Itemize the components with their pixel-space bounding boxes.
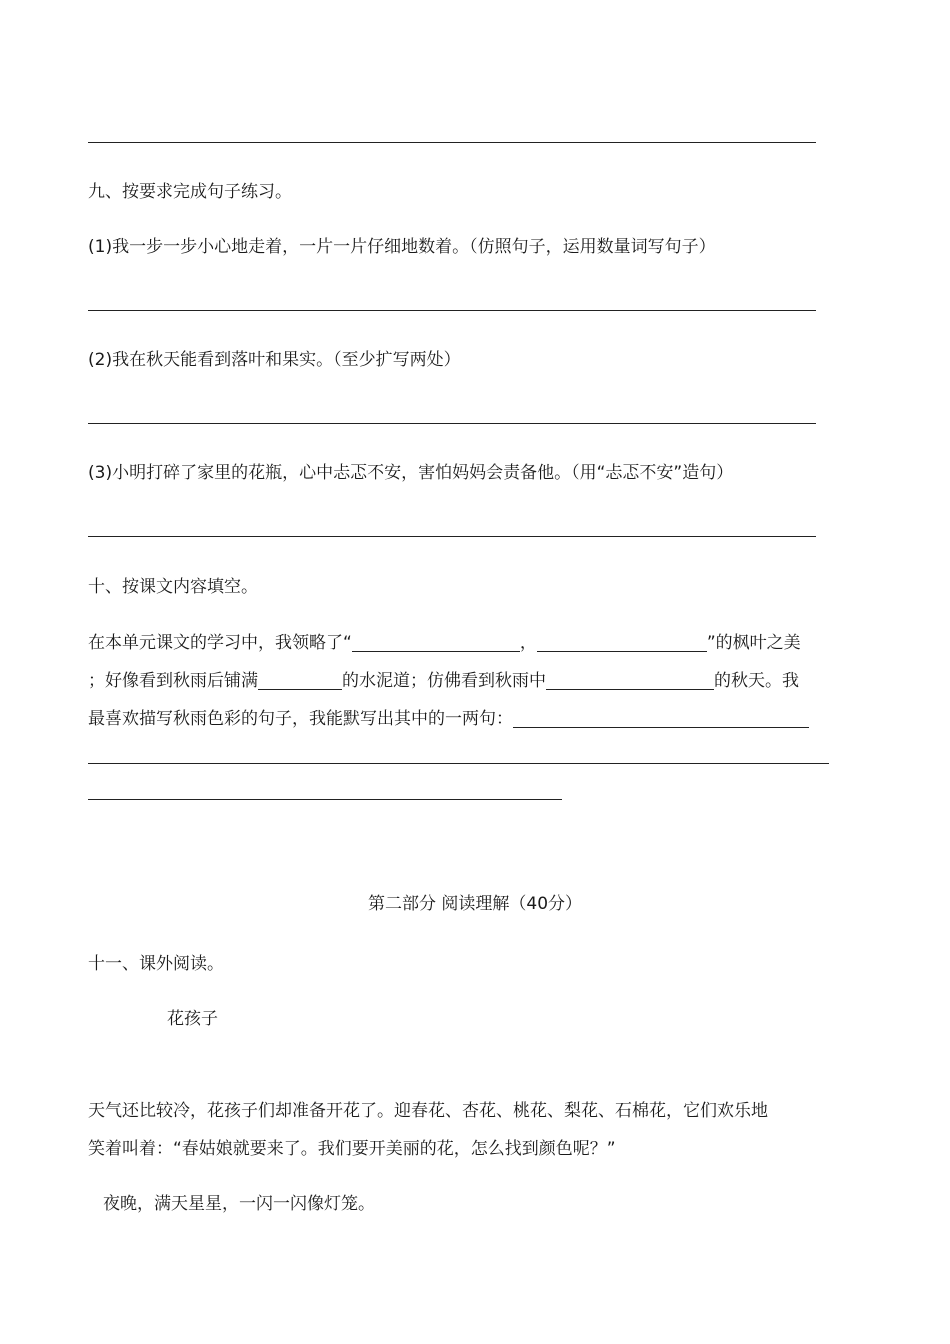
answer-line bbox=[88, 423, 816, 424]
fill-blank[interactable] bbox=[537, 633, 707, 652]
fill-in-line-3 bbox=[88, 707, 809, 731]
fill-text: 的水泥道；仿佛看到秋雨中 bbox=[342, 671, 546, 691]
question-text: (2)我在秋天能看到落叶和果实。（至少扩写两处） bbox=[88, 350, 461, 370]
story-paragraph: 笑着叫着：“春姑娘就要来了。我们要开美丽的花，怎么找到颜色呢？” bbox=[88, 1139, 616, 1159]
section-heading: 十、按课文内容填空。 bbox=[88, 577, 258, 597]
fill-text: ， bbox=[519, 633, 537, 653]
question-text: (1)我一步一步小心地走着，一片一片仔细地数着。（仿照句子，运用数量词写句子） bbox=[88, 237, 716, 257]
fill-text: 的秋天。我 bbox=[714, 671, 799, 691]
answer-line bbox=[88, 799, 562, 800]
section-heading: 九、按要求完成句子练习。 bbox=[88, 182, 292, 202]
answer-line bbox=[88, 142, 816, 143]
answer-line bbox=[88, 536, 816, 537]
story-title: 花孩子 bbox=[167, 1009, 218, 1029]
story-paragraph: 天气还比较冷，花孩子们却准备开花了。迎春花、杏花、桃花、梨花、石棉花，它们欢乐地 bbox=[88, 1101, 768, 1121]
fill-blank[interactable] bbox=[513, 709, 809, 728]
fill-blank[interactable] bbox=[546, 671, 714, 690]
fill-text: ；好像看到秋雨后铺满 bbox=[88, 671, 258, 691]
fill-blank[interactable] bbox=[352, 633, 520, 652]
part-title: 第二部分 阅读理解（40分） bbox=[367, 894, 583, 914]
fill-text: ”的枫叶之美 bbox=[706, 633, 801, 653]
fill-in-line-1 bbox=[88, 631, 801, 655]
answer-line bbox=[88, 763, 829, 764]
fill-in-line-2 bbox=[88, 669, 799, 693]
question-text: (3)小明打碎了家里的花瓶，心中忐忑不安，害怕妈妈会责备他。（用“忐忑不安”造句） bbox=[88, 463, 734, 483]
section-heading: 十一、课外阅读。 bbox=[88, 954, 224, 974]
fill-blank[interactable] bbox=[258, 671, 342, 690]
story-paragraph: 夜晚，满天星星，一闪一闪像灯笼。 bbox=[103, 1194, 375, 1214]
fill-text: 在本单元课文的学习中，我领略了“ bbox=[88, 633, 352, 653]
answer-line bbox=[88, 310, 816, 311]
fill-text: 最喜欢描写秋雨色彩的句子，我能默写出其中的一两句： bbox=[88, 709, 513, 729]
